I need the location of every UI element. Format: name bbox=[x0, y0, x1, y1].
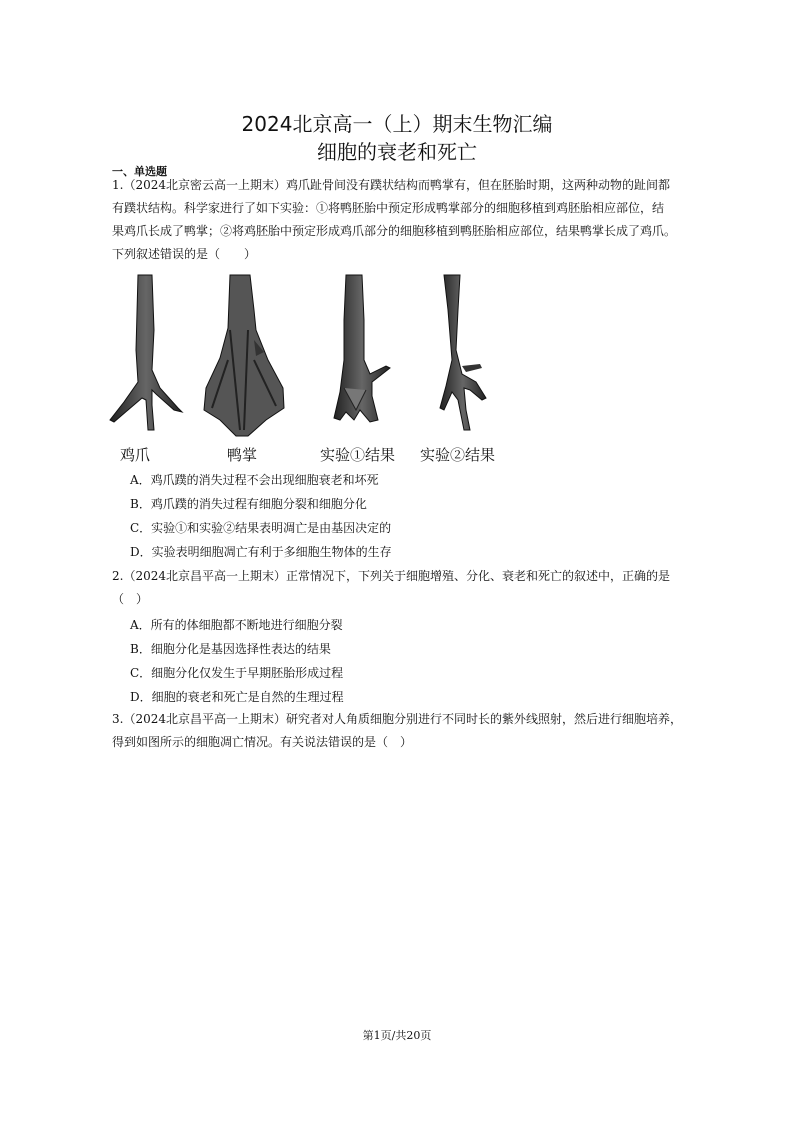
question-2-line: （ ） bbox=[112, 592, 149, 606]
question-1-line: 1.（2024北京密云高一上期末）鸡爪趾骨间没有蹼状结构而鸭掌有，但在胚胎时期，这两种动物的趾间都 bbox=[112, 178, 670, 192]
chicken-foot-image bbox=[110, 275, 182, 430]
question-2-option-c: C．细胞分化仅发生于早期胚胎形成过程 bbox=[130, 666, 344, 680]
question-1-line: 果鸡爪长成了鸭掌；②将鸡胚胎中预定形成鸡爪部分的细胞移植到鸭胚胎相应部位，结果鸭掌长成了鸡爪。 bbox=[112, 224, 677, 238]
question-1-line: 有蹼状结构。科学家进行了如下实验：①将鸭胚胎中预定形成鸭掌部分的细胞移植到鸡胚胎相应部位，结 bbox=[112, 201, 665, 215]
question-3-line: 得到如图所示的细胞凋亡情况。有关说法错误的是（ ） bbox=[112, 735, 413, 749]
figure-label-experiment-1: 实验①结果 bbox=[320, 446, 396, 464]
question-2-line: 2.（2024北京昌平高一上期末）正常情况下，下列关于细胞增殖、分化、衰老和死亡的叙述中，正确的是 bbox=[112, 569, 670, 583]
question-2-option-d: D．细胞的衰老和死亡是自然的生理过程 bbox=[130, 690, 344, 704]
figure-label-duck-foot: 鸭掌 bbox=[227, 446, 258, 464]
question-3-stem bbox=[112, 708, 688, 754]
section-heading: 一、单选题 bbox=[112, 165, 167, 178]
duck-foot-image bbox=[204, 275, 284, 436]
document-subtitle: 细胞的衰老和死亡 bbox=[317, 140, 477, 164]
figure-label-chicken-foot: 鸡爪 bbox=[120, 446, 151, 464]
question-1-option-d: D．实验表明细胞凋亡有利于多细胞生物体的生存 bbox=[130, 545, 392, 559]
document-title: 2024北京高一（上）期末生物汇编 bbox=[241, 112, 553, 136]
experiment-2-foot-image bbox=[440, 275, 486, 430]
question-1-option-c: C．实验①和实验②结果表明凋亡是由基因决定的 bbox=[130, 521, 392, 535]
question-1-stem bbox=[112, 174, 688, 266]
experiment-1-foot-image bbox=[334, 275, 390, 422]
question-1-line: 下列叙述错误的是（ ） bbox=[112, 247, 257, 261]
question-2-option-b: B．细胞分化是基因选择性表达的结果 bbox=[130, 642, 331, 656]
question-1-option-a: A．鸡爪蹼的消失过程不会出现细胞衰老和坏死 bbox=[130, 473, 379, 487]
question-1-option-b: B．鸡爪蹼的消失过程有细胞分裂和细胞分化 bbox=[130, 497, 367, 511]
question-2-stem bbox=[112, 565, 688, 611]
foot-comparison-figure bbox=[108, 270, 518, 465]
figure-label-experiment-2: 实验②结果 bbox=[420, 446, 496, 464]
question-3-line: 3.（2024北京昌平高一上期末）研究者对人角质细胞分别进行不同时长的紫外线照射，然后进行细胞培养， bbox=[112, 712, 682, 726]
question-2-option-a: A．所有的体细胞都不断地进行细胞分裂 bbox=[130, 618, 343, 632]
page-number-footer: 第1页/共20页 bbox=[362, 1029, 432, 1042]
